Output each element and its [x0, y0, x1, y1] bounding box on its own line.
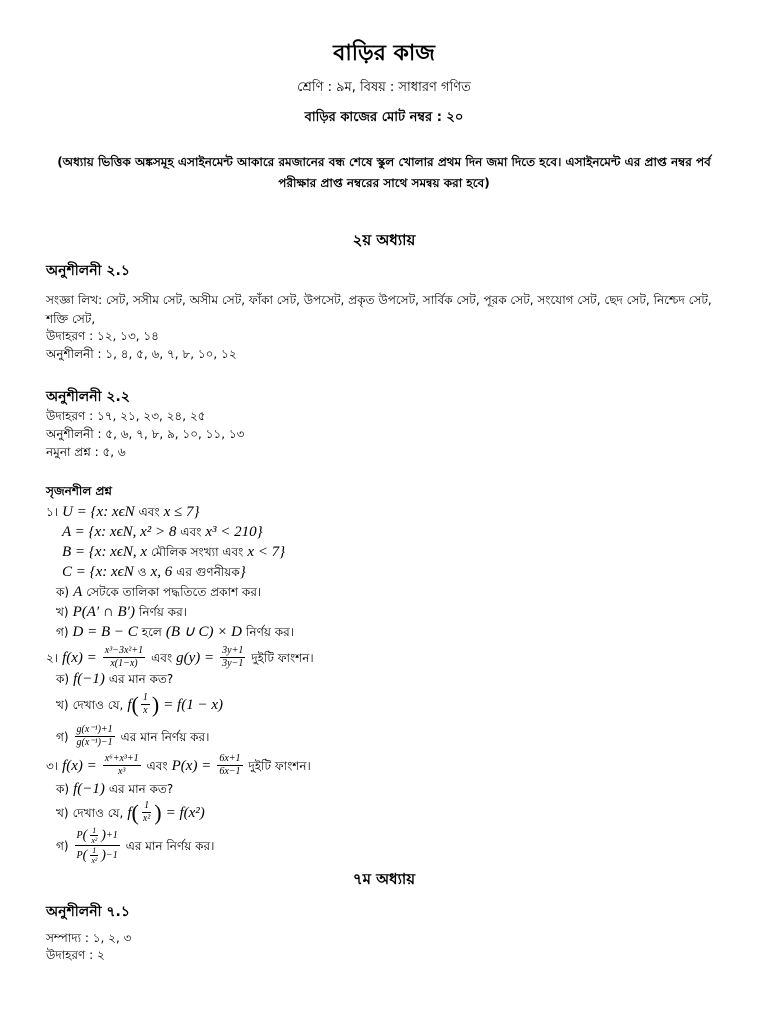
right-paren: ) [154, 799, 162, 825]
math-expr: f(x) = [62, 649, 97, 666]
denominator: g(x⁻¹)−1 [76, 737, 113, 748]
math-expr: f [127, 696, 132, 713]
part-label: ক) [56, 672, 70, 686]
fraction [141, 800, 152, 825]
numerator [75, 826, 120, 846]
part-label: খ) [56, 805, 69, 820]
fraction-f [103, 645, 145, 670]
fraction [141, 692, 150, 717]
text-fragment: এর মান কত? [108, 672, 174, 686]
math-expr: = f(x²) [165, 804, 205, 821]
instruction-note: (অধ্যায় ভিত্তিক অঙ্কসমূহ এসাইনমেন্ট আকারে রমজানের বন্ধ শেষে স্কুল খোলার প্রথম দিন জমা দিতে হবে। এসাইনমেন্ট এর প্রাপ্ত নম্বর পর্ব পরীক্ষার প্রাপ্ত নম্বরের সাথে সমন্বয় করা হবে) [57, 155, 711, 190]
q1-part-ga [56, 623, 294, 641]
function-of-fraction [127, 692, 159, 717]
denominator: x² [91, 856, 98, 865]
math-expr: +1 [105, 829, 118, 841]
math-expr: x < 7} [247, 544, 286, 560]
text-fragment: এর মান নির্ণয় কর। [125, 838, 215, 853]
denominator: x² [142, 813, 151, 824]
fraction [75, 724, 115, 749]
numerator: 1 [144, 800, 150, 811]
exercises-2-2: অনুশীলনী : ৫, ৬, ৭, ৮, ৯, ১০, ১১, ১৩ [46, 427, 245, 441]
examples-7-1: উদাহরণ : ২ [46, 948, 105, 962]
denominator [75, 846, 120, 865]
part-label: গ) [56, 625, 69, 639]
inner-fraction [89, 826, 99, 845]
sample-questions-2-2: নমুনা প্রশ্ন : ৫, ৬ [46, 445, 126, 459]
q1-part-kha [56, 603, 187, 621]
chapter-7-heading: ৭ম অধ্যায় [352, 870, 416, 888]
left-paren: ( [82, 827, 88, 843]
examples-2-2: উদাহরণ : ১৭, ২১, ২৩, ২৪, ২৫ [46, 409, 206, 423]
inner-fraction [89, 846, 99, 865]
right-paren: ) [151, 691, 160, 717]
q3-part-ka [56, 780, 173, 798]
text-fragment: নির্ণয় কর। [245, 625, 294, 639]
total-marks: বাড়ির কাজের মোট নম্বর : ২০ [304, 110, 464, 125]
q2-part-ga [56, 724, 209, 749]
constructions-7-1: সম্পাদ্য : ১, ২, ৩ [46, 931, 132, 945]
math-expr: P [76, 849, 83, 861]
fraction-p [217, 753, 242, 778]
right-paren: ) [101, 847, 106, 863]
text-fragment: মৌলিক সংখ্যা এবং [151, 545, 244, 559]
numerator: 1 [92, 846, 97, 855]
fraction-g [220, 645, 245, 670]
math-expr: U = {x: xϵN [62, 504, 135, 520]
text-fragment: নির্ণয় কর। [138, 605, 187, 619]
part-label: খ) [56, 697, 69, 712]
q2-part-ka [56, 670, 173, 688]
text-fragment: এর মান কত? [108, 782, 174, 796]
math-expr: D = B − C [72, 624, 138, 640]
math-expr: f(x) = [62, 757, 97, 774]
part-label: খ) [56, 605, 69, 619]
math-expr: } [239, 564, 246, 580]
exercises-2-1: অনুশীলনী : ১, ৪, ৫, ৬, ৭, ৮, ১০, ১২ [46, 347, 237, 361]
text-fragment: এবং [180, 525, 202, 539]
creative-questions-title: সৃজনশীল প্রশ্ন [46, 484, 112, 498]
math-expr: f(−1) [73, 671, 105, 687]
text-fragment: হলে [141, 625, 162, 639]
chapter-2-heading: ২য় অধ্যায় [352, 231, 416, 249]
q1-set-a [62, 523, 263, 541]
text-fragment: এর গুণনীয়ক [176, 565, 240, 579]
part-label: গ) [56, 729, 69, 744]
math-expr: = f(1 − x) [163, 696, 223, 713]
q1-set-u [46, 503, 200, 521]
text-fragment: ও [137, 565, 147, 579]
text-fragment: দুইটি ফাংশন। [251, 650, 314, 665]
q1-set-b [62, 543, 285, 561]
math-expr: A = {x: xϵN, x² > 8 [62, 524, 177, 540]
math-expr: C = {x: xϵN [62, 564, 134, 580]
math-expr: x, 6 [150, 564, 173, 580]
q3-part-ga [56, 826, 214, 865]
left-paren: ( [131, 799, 139, 825]
math-expr: g(y) = [176, 649, 215, 666]
left-paren: ( [131, 691, 139, 717]
exercise-7-1-title: অনুশীলনী ৭.১ [46, 904, 130, 920]
exercise-2-1-title: অনুশীলনী ২.১ [46, 263, 130, 279]
q3-number: ৩। [46, 758, 59, 773]
page-title: বাড়ির কাজ [333, 41, 435, 66]
text-fragment: এবং [146, 758, 168, 773]
numerator: x³−3x²+1 [104, 645, 144, 656]
nested-fraction [75, 826, 120, 865]
class-subject-line: শ্রেণি : ৯ম, বিষয় : সাধারণ গণিত [297, 80, 471, 95]
q1-number: ১। [46, 505, 59, 519]
denominator: x³ [117, 766, 126, 777]
math-expr: (B ∪ C) × D [165, 624, 242, 640]
text-fragment: দুইটি ফাংশন। [248, 758, 311, 773]
denominator: 3y−1 [222, 658, 244, 669]
q1-set-c [62, 563, 246, 581]
text-fragment: সেটকে তালিকা পদ্ধতিতে প্রকাশ কর। [86, 585, 262, 599]
numerator: g(x⁻¹)+1 [76, 724, 113, 735]
math-expr: B = {x: xϵN, x [62, 544, 148, 560]
text-fragment: এবং [151, 650, 173, 665]
part-label: ক) [56, 782, 70, 796]
q2-statement [46, 645, 314, 670]
text-fragment: দেখাও যে, [72, 697, 124, 712]
part-label: গ) [56, 838, 69, 853]
text-fragment: এর মান নির্ণয় কর। [120, 729, 210, 744]
numerator: 3y+1 [222, 645, 244, 656]
math-expr: x³ < 210} [205, 524, 263, 540]
text-fragment: এবং [138, 505, 160, 519]
math-expr: f [127, 804, 132, 821]
math-expr: −1 [105, 849, 118, 861]
q1-part-ka [56, 583, 261, 601]
math-expr: P(A′ ∩ B′) [72, 604, 135, 620]
denominator: x(1−x) [110, 658, 138, 669]
text-fragment: দেখাও যে, [72, 805, 124, 820]
math-expr: P(x) = [171, 757, 212, 774]
left-paren: ( [82, 847, 88, 863]
numerator: 1 [142, 692, 148, 703]
q2-number: ২। [46, 650, 59, 665]
q3-part-kha [56, 800, 205, 825]
part-label: ক) [56, 585, 70, 599]
denominator: x² [91, 836, 98, 845]
function-of-fraction [127, 800, 161, 825]
math-expr: x ≤ 7} [163, 504, 200, 520]
math-expr: P [76, 829, 83, 841]
math-expr: A [73, 584, 83, 600]
exercise-2-2-title: অনুশীলনী ২.২ [46, 389, 130, 405]
definitions-list: সংজ্ঞা লিখ: সেট, সসীম সেট, অসীম সেট, ফাঁকা সেট, উপসেট, প্রকৃত উপসেট, সার্বিক সেট, পূরক সেট, সংযোগ সেট, ছেদ সেট, নিশ্চেদ সেট, শক্তি সেট, [46, 293, 712, 326]
examples-2-1: উদাহরণ : ১২, ১৩, ১৪ [46, 329, 159, 343]
q3-statement [46, 753, 311, 778]
numerator: 1 [92, 826, 97, 835]
math-expr: f(−1) [73, 781, 105, 797]
denominator: x [143, 705, 148, 716]
q2-part-kha [56, 692, 223, 717]
numerator: x⁶+x³+1 [104, 753, 139, 764]
right-paren: ) [101, 827, 106, 843]
numerator: 6x+1 [219, 753, 241, 764]
denominator: 6x−1 [219, 766, 241, 777]
fraction-f [103, 753, 141, 778]
